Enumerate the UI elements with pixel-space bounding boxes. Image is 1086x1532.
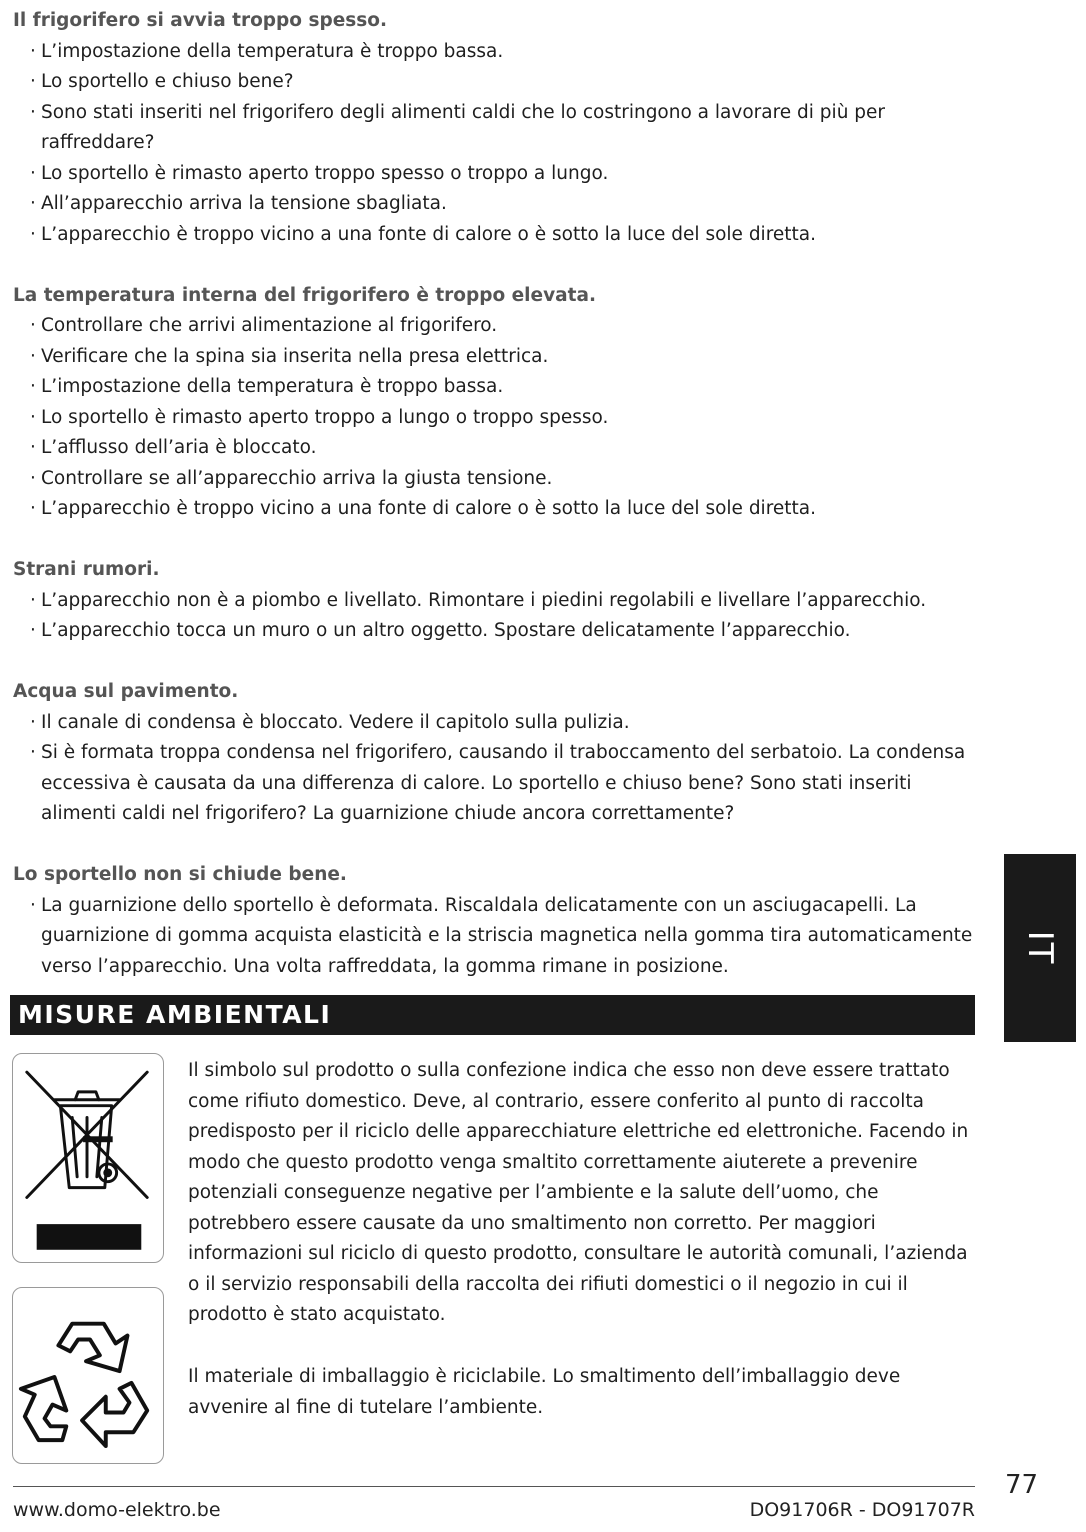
footer-website: www.domo-elektro.be [13, 1499, 221, 1521]
bullet-item: · Si è formata troppa condensa nel frigorifero, causando il traboccamento del serbatoio. La condensa eccessiva è causata da una differenza di calore. Lo sportello e chiuso bene? Sono stati inseriti alimenti caldi nel frigorifero? La guarnizione chiude ancora correttamente? [13, 738, 978, 830]
troubleshooting-section [13, 860, 978, 982]
bullet-item: · Verificare che la spina sia inserita nella presa elettrica. [13, 342, 978, 373]
section-heading: Il frigorifero si avvia troppo spesso. [13, 10, 388, 31]
troubleshooting-section [13, 555, 978, 647]
language-tab-label: IT [1020, 930, 1060, 966]
troubleshooting-section [13, 677, 978, 830]
bullet-item: · Il canale di condensa è bloccato. Vedere il capitolo sulla pulizia. [13, 708, 978, 739]
bullet-item: · L’apparecchio è troppo vicino a una fonte di calore o è sotto la luce del sole diretta. [13, 220, 978, 251]
section-banner-environment: MISURE AMBIENTALI [10, 995, 975, 1035]
footer-model-numbers: DO91706R - DO91707R [749, 1499, 975, 1521]
section-heading: La temperatura interna del frigorifero è troppo elevata. [13, 284, 596, 306]
bullet-item: · L’apparecchio tocca un muro o un altro oggetto. Spostare delicatamente l’apparecchio. [13, 616, 978, 647]
bullet-item: · Lo sportello è rimasto aperto troppo spesso o troppo a lungo. [13, 159, 978, 190]
troubleshooting-section [13, 6, 978, 250]
section-heading: Lo sportello non si chiude bene. [13, 864, 347, 885]
bullet-item: · Lo sportello è rimasto aperto troppo a lungo o troppo spesso. [13, 403, 978, 434]
bullet-item: · Controllare che arrivi alimentazione al frigorifero. [13, 311, 978, 342]
weee-description: Il simbolo sul prodotto o sulla confezione indica che esso non deve essere trattato come rifiuto domestico. Deve, al contrario, essere conferito al punto di raccolta predisposto per il riciclo delle apparecchiature elettriche ed elettroniche. Facendo in modo che questo prodotto venga smaltito correttamente aiuterete a prevenire potenziali conseguenze negative per l’ambiente e la salute dell’uomo, che potrebbero essere causate da uno smaltimento non corretto. Per maggiori informazioni sul riciclo di questo prodotto, consultare le autorità comunali, l’azienda o il servizio responsabili della raccolta dei rifiuti domestici o il negozio in cui il prodotto è stato acquistato. [188, 1060, 969, 1325]
language-tab [1004, 854, 1076, 1042]
section-heading: Strani rumori. [13, 559, 160, 580]
bullet-item: · L’impostazione della temperatura è troppo bassa. [13, 37, 978, 68]
bullet-item: · Lo sportello e chiuso bene? [13, 67, 978, 98]
troubleshooting-section [13, 281, 978, 525]
crossed-out-bin-icon [12, 1053, 164, 1263]
bullet-item: · La guarnizione dello sportello è deformata. Riscaldala delicatamente con un asciugacapelli. La guarnizione di gomma acquista elasticità e la striscia magnetica nella gomma tira automaticamente verso l’apparecchio. Una volta raffreddata, la gomma rimane in posizione. [13, 891, 978, 983]
bullet-item: · L’apparecchio non è a piombo e livellato. Rimontare i piedini regolabili e livellare l’apparecchio. [13, 586, 978, 617]
recycle-icon [12, 1287, 164, 1464]
bullet-item: · Controllare se all’apparecchio arriva la giusta tensione. [13, 464, 978, 495]
bullet-item: · L’apparecchio è troppo vicino a una fonte di calore o è sotto la luce del sole diretta. [13, 494, 978, 525]
troubleshooting-content [13, 6, 978, 1013]
bullet-item: · All’apparecchio arriva la tensione sbagliata. [13, 189, 978, 220]
bullet-item: · L’afflusso dell’aria è bloccato. [13, 433, 978, 464]
bullet-item: · Sono stati inseriti nel frigorifero degli alimenti caldi che lo costringono a lavorare di più per raffreddare? [13, 98, 978, 159]
bullet-item: · L’impostazione della temperatura è troppo bassa. [13, 372, 978, 403]
packaging-description: Il materiale di imballaggio è riciclabile. Lo smaltimento dell’imballaggio deve avvenire al fine di tutelare l’ambiente. [188, 1366, 901, 1418]
footer-divider [13, 1486, 975, 1487]
section-heading: Acqua sul pavimento. [13, 681, 239, 702]
page-number: 77 [1005, 1470, 1039, 1500]
